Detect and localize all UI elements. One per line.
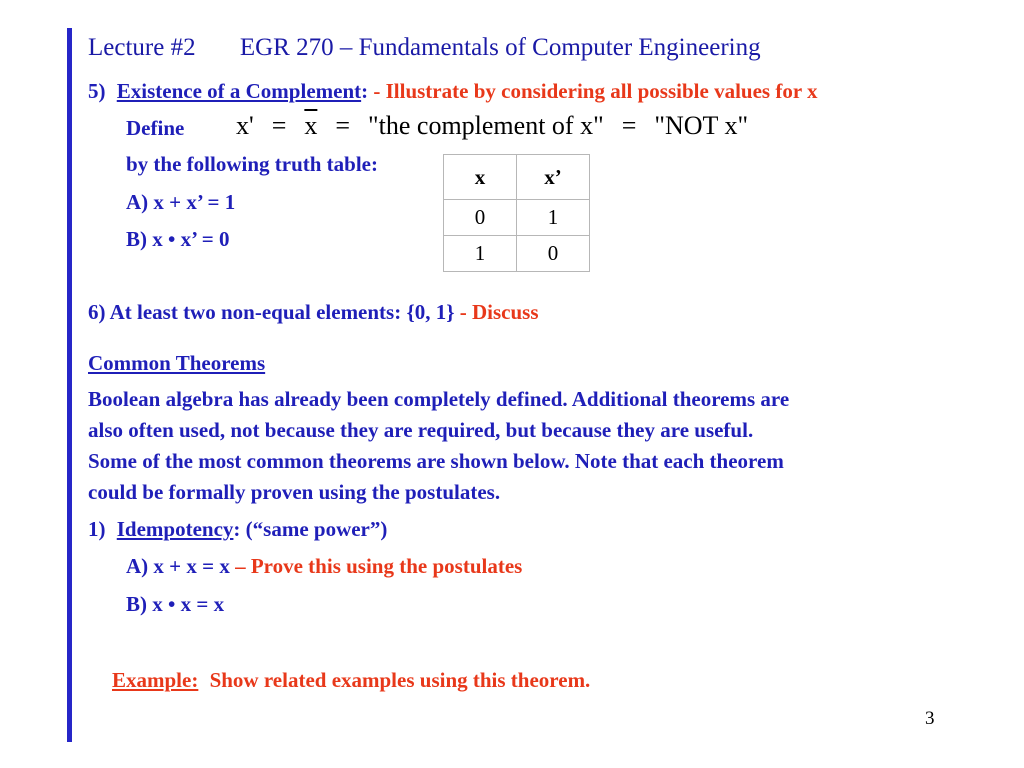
def-eq2: =: [335, 111, 351, 140]
table-row: [444, 236, 590, 272]
idempotency-heading: [88, 517, 387, 542]
lecture-label: Lecture #2: [88, 34, 196, 61]
truth-table-intro: by the following truth table:: [126, 152, 378, 176]
idempotency-a-text: A) x + x = x: [126, 554, 230, 578]
def-eq1: =: [271, 111, 287, 140]
item5-number: 5): [88, 79, 106, 103]
idempotency-a: [126, 554, 522, 579]
idempotency-a-note: – Prove this using the postulates: [229, 554, 523, 578]
define-label: Define: [126, 116, 185, 140]
def-text1: "the complement of x": [368, 111, 604, 140]
theorems-paragraph: [88, 384, 789, 508]
truth-table-header-cell: x: [444, 155, 517, 200]
paragraph-line: could be formally proven using the postulates.: [88, 480, 501, 504]
paragraph-line: also often used, not because they are required, but because they are useful.: [88, 418, 754, 442]
def-lhs: x': [236, 111, 254, 140]
left-accent-bar: [67, 28, 72, 742]
table-row: [444, 200, 590, 236]
table-cell: 1: [517, 200, 590, 236]
paragraph-line: Boolean algebra has already been completely defined. Additional theorems are: [88, 387, 790, 411]
item5-colon: :: [361, 79, 369, 103]
idempotency-rest: : (“same power”): [233, 517, 388, 541]
table-cell: 1: [444, 236, 517, 272]
example-line: [112, 668, 590, 693]
def-xbar: $\overline{x}$: [304, 111, 318, 140]
truth-table-header: [444, 155, 590, 200]
idempotency-b: B) x • x = x: [126, 592, 225, 616]
page-number: 3: [925, 708, 935, 729]
idempotency-number: 1): [88, 517, 106, 541]
item5-heading: [88, 79, 818, 104]
course-title: EGR 270 – Fundamentals of Computer Engineering: [239, 34, 761, 61]
item6: [88, 300, 539, 325]
item5-title: Existence of a Complement: [116, 79, 362, 103]
idempotency-title: Idempotency: [116, 517, 234, 541]
paragraph-line: Some of the most common theorems are shown below. Note that each theorem: [88, 449, 784, 473]
table-cell: 0: [517, 236, 590, 272]
item6-note: - Discuss: [454, 300, 539, 324]
item6-text: 6) At least two non-equal elements: {0, 1}: [88, 300, 455, 324]
truth-table-header-cell: x’: [517, 155, 590, 200]
complement-definition: [236, 111, 748, 141]
example-label: Example:: [112, 668, 199, 692]
slide-header: [88, 34, 761, 62]
def-eq3: =: [621, 111, 637, 140]
item5-note: - Illustrate by considering all possible values for x: [368, 79, 818, 103]
table-cell: 0: [444, 200, 517, 236]
complement-law-b: B) x • x’ = 0: [126, 227, 230, 251]
def-text2: "NOT x": [654, 111, 749, 140]
truth-table: [443, 154, 590, 272]
common-theorems-title: Common Theorems: [88, 351, 266, 375]
complement-law-a: A) x + x’ = 1: [126, 190, 236, 214]
example-text: Show related examples using this theorem.: [209, 668, 591, 692]
